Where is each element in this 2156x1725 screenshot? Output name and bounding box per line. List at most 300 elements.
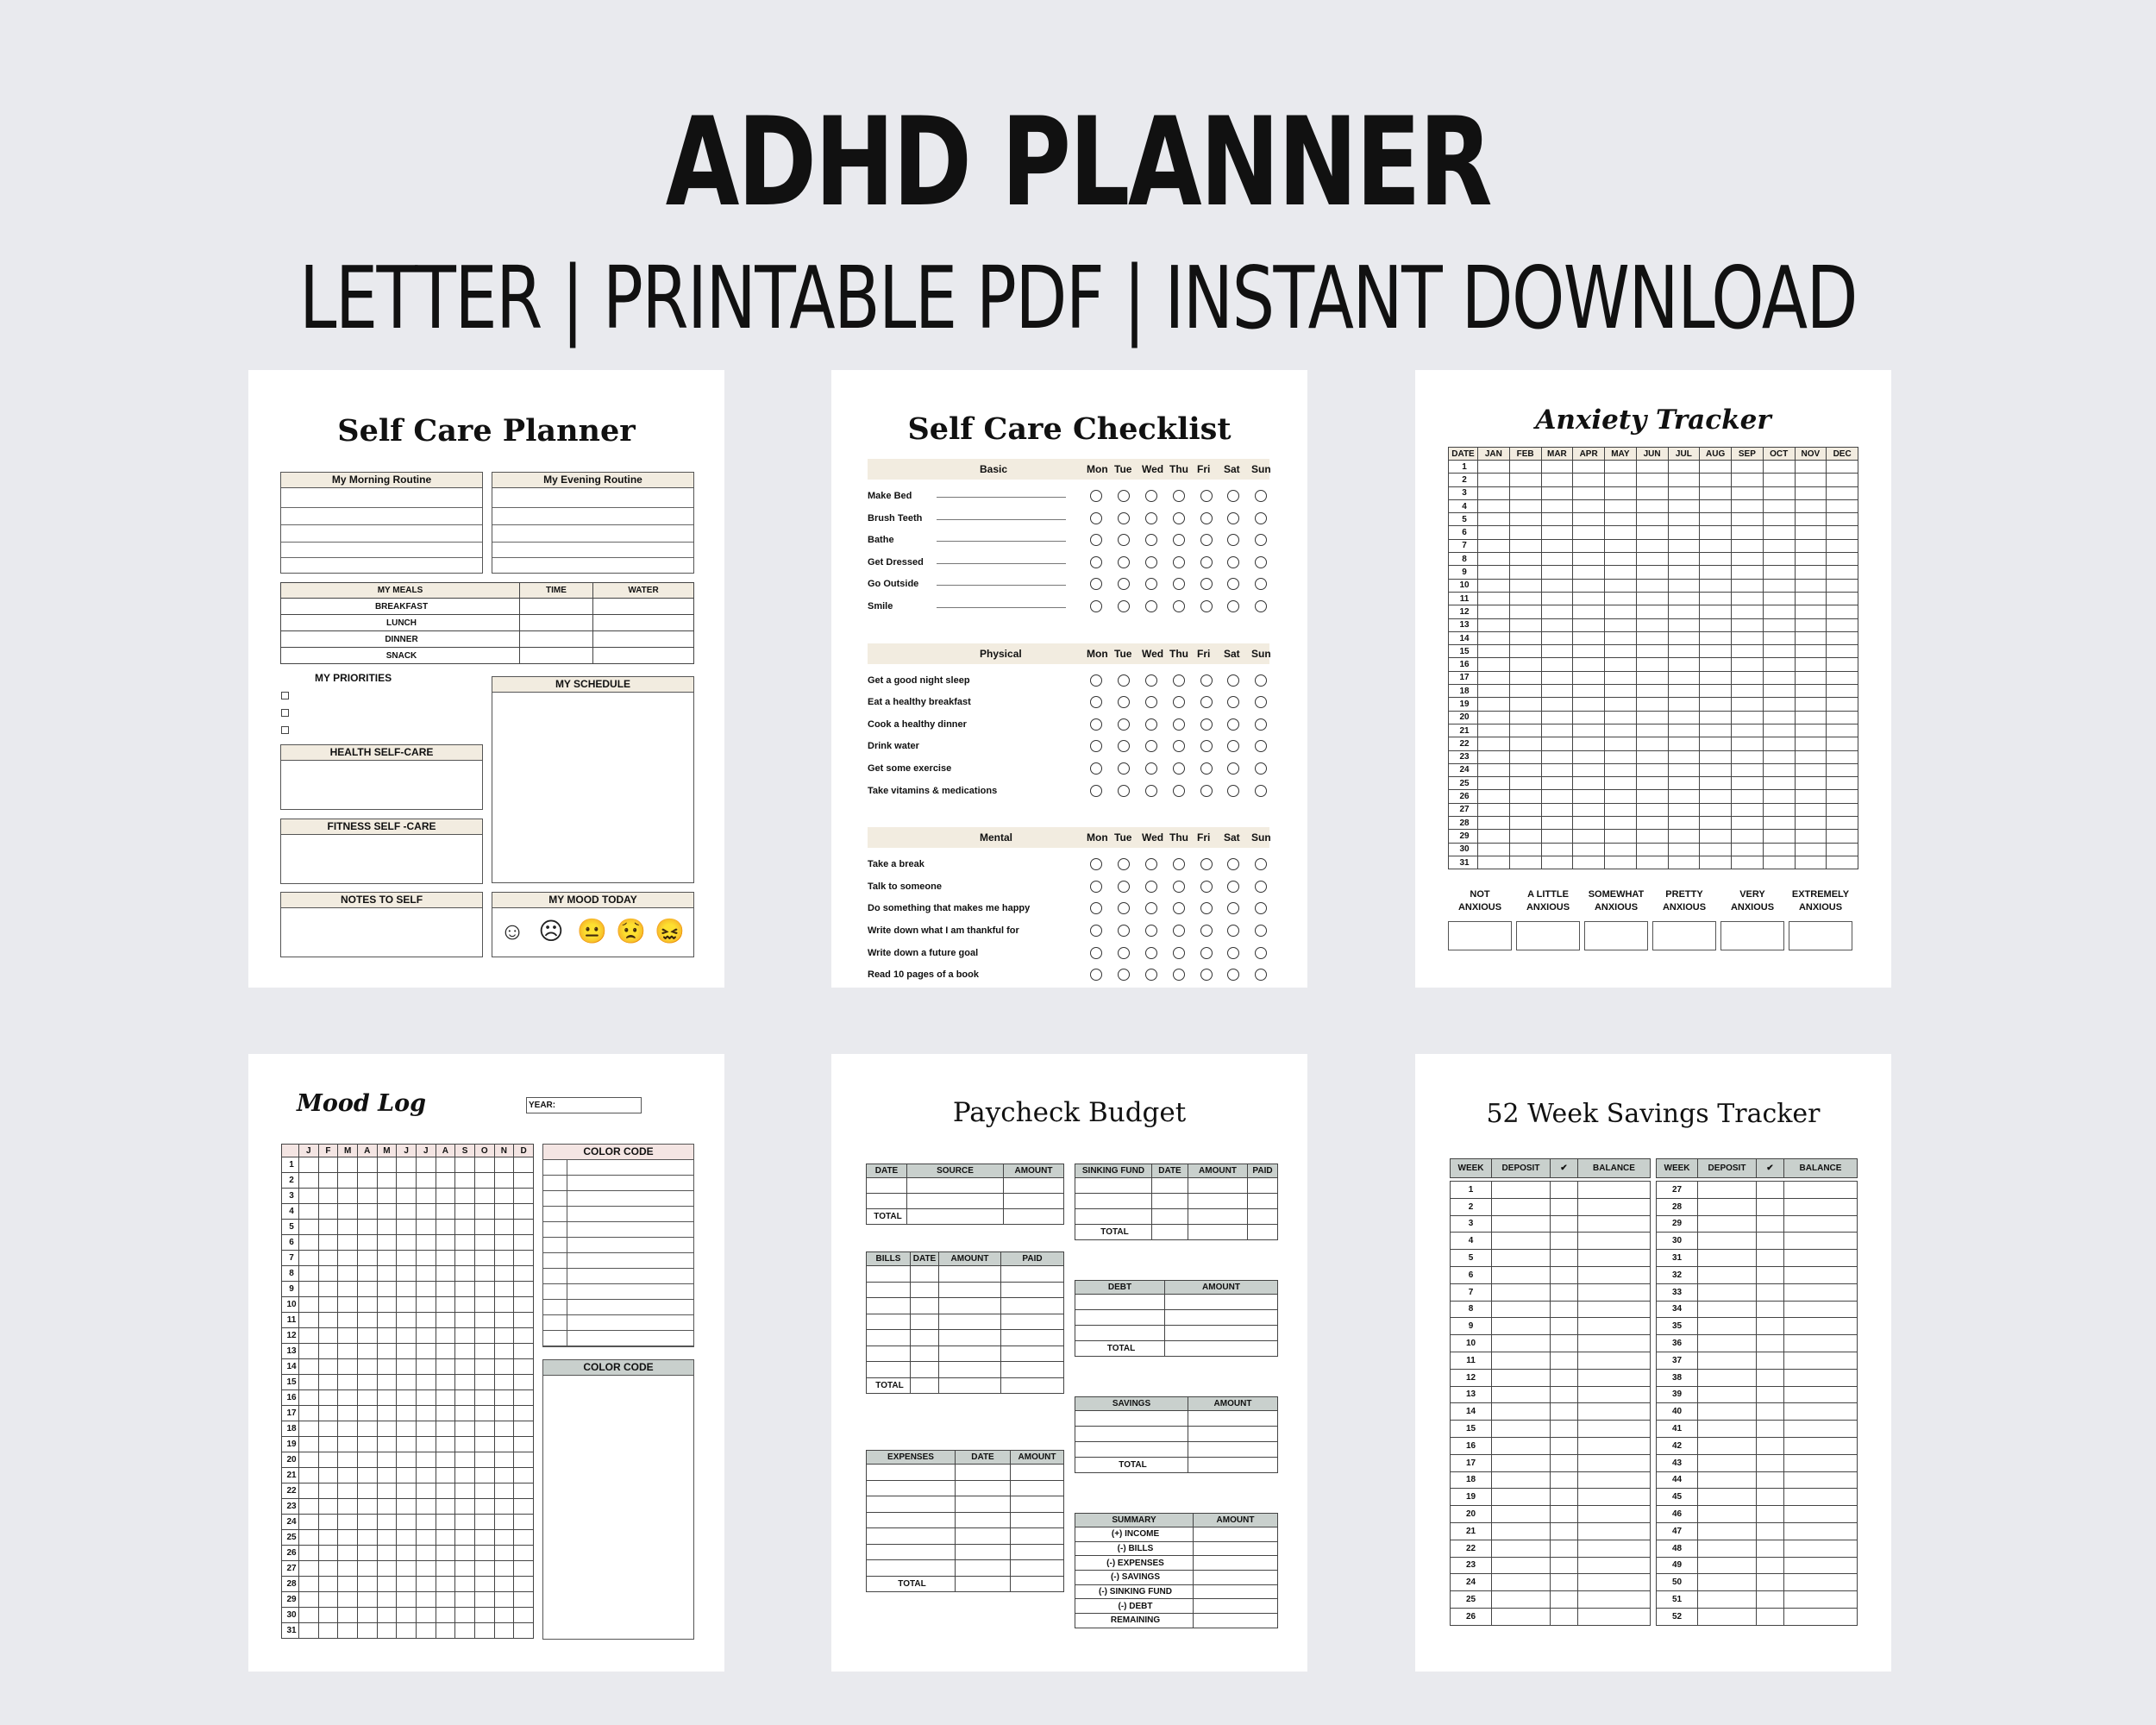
tracker-cell[interactable] bbox=[1636, 685, 1668, 698]
mood-cell[interactable] bbox=[397, 1204, 417, 1220]
tracker-cell[interactable] bbox=[1700, 631, 1732, 644]
mood-cell[interactable] bbox=[416, 1157, 436, 1173]
check-circle[interactable] bbox=[1255, 512, 1267, 524]
mood-cell[interactable] bbox=[494, 1220, 514, 1235]
savings-cell[interactable] bbox=[1784, 1352, 1858, 1369]
mood-cell[interactable] bbox=[377, 1515, 397, 1530]
tracker-cell[interactable] bbox=[1478, 790, 1510, 803]
budget-cell[interactable] bbox=[1188, 1194, 1248, 1209]
mood-cell[interactable] bbox=[299, 1468, 319, 1484]
mood-cell[interactable] bbox=[474, 1561, 494, 1577]
tracker-cell[interactable] bbox=[1763, 579, 1795, 592]
savings-cell[interactable] bbox=[1492, 1574, 1551, 1591]
savings-cell[interactable] bbox=[1698, 1386, 1757, 1403]
tracker-cell[interactable] bbox=[1509, 685, 1541, 698]
tracker-cell[interactable] bbox=[1541, 513, 1573, 526]
savings-cell[interactable] bbox=[1578, 1608, 1651, 1625]
mood-cell[interactable] bbox=[455, 1592, 475, 1608]
color-code-row[interactable] bbox=[543, 1300, 693, 1315]
mood-cell[interactable] bbox=[455, 1204, 475, 1220]
savings-cell[interactable] bbox=[1698, 1540, 1757, 1557]
mood-cell[interactable] bbox=[299, 1266, 319, 1282]
tracker-cell[interactable] bbox=[1827, 750, 1858, 763]
tracker-cell[interactable] bbox=[1668, 579, 1700, 592]
mood-cell[interactable] bbox=[494, 1623, 514, 1639]
mood-cell[interactable] bbox=[514, 1530, 534, 1546]
tracker-cell[interactable] bbox=[1732, 777, 1764, 790]
tracker-cell[interactable] bbox=[1605, 750, 1637, 763]
savings-cell[interactable] bbox=[1551, 1489, 1578, 1506]
check-circle[interactable] bbox=[1227, 490, 1239, 502]
mood-cell[interactable] bbox=[318, 1251, 338, 1266]
mood-cell[interactable] bbox=[494, 1173, 514, 1189]
budget-cell[interactable] bbox=[911, 1346, 939, 1362]
mood-cell[interactable] bbox=[455, 1344, 475, 1359]
mood-cell[interactable] bbox=[436, 1484, 455, 1499]
savings-cell[interactable] bbox=[1551, 1591, 1578, 1609]
tracker-cell[interactable] bbox=[1668, 499, 1700, 512]
tracker-cell[interactable] bbox=[1827, 724, 1858, 737]
mood-cell[interactable] bbox=[299, 1546, 319, 1561]
check-circle[interactable] bbox=[1090, 718, 1102, 731]
mood-cell[interactable] bbox=[514, 1313, 534, 1328]
check-circle[interactable] bbox=[1200, 947, 1213, 959]
mood-cell[interactable] bbox=[494, 1437, 514, 1452]
savings-cell[interactable] bbox=[1757, 1403, 1784, 1421]
tracker-cell[interactable] bbox=[1668, 671, 1700, 684]
mood-cell[interactable] bbox=[494, 1375, 514, 1390]
tracker-cell[interactable] bbox=[1827, 777, 1858, 790]
mood-cell[interactable] bbox=[416, 1484, 436, 1499]
tracker-cell[interactable] bbox=[1478, 592, 1510, 605]
tracker-cell[interactable] bbox=[1763, 763, 1795, 776]
tracker-cell[interactable] bbox=[1827, 631, 1858, 644]
mood-cell[interactable] bbox=[318, 1421, 338, 1437]
tracker-cell[interactable] bbox=[1795, 631, 1827, 644]
tracker-cell[interactable] bbox=[1732, 645, 1764, 658]
savings-cell[interactable] bbox=[1578, 1301, 1651, 1318]
color-code-row[interactable] bbox=[543, 1176, 693, 1191]
tracker-cell[interactable] bbox=[1827, 486, 1858, 499]
savings-cell[interactable] bbox=[1784, 1471, 1858, 1489]
tracker-cell[interactable] bbox=[1478, 474, 1510, 486]
tracker-cell[interactable] bbox=[1732, 856, 1764, 869]
tracker-cell[interactable] bbox=[1827, 698, 1858, 711]
mood-cell[interactable] bbox=[299, 1592, 319, 1608]
check-circle[interactable] bbox=[1173, 969, 1185, 981]
tracker-cell[interactable] bbox=[1700, 592, 1732, 605]
savings-cell[interactable] bbox=[1551, 1301, 1578, 1318]
budget-cell[interactable] bbox=[1165, 1295, 1278, 1310]
tracker-cell[interactable] bbox=[1763, 631, 1795, 644]
mood-cell[interactable] bbox=[416, 1204, 436, 1220]
mood-cell[interactable] bbox=[299, 1235, 319, 1251]
mood-cell[interactable] bbox=[494, 1592, 514, 1608]
tracker-cell[interactable] bbox=[1795, 803, 1827, 816]
mood-cell[interactable] bbox=[318, 1173, 338, 1189]
tracker-cell[interactable] bbox=[1636, 803, 1668, 816]
tracker-cell[interactable] bbox=[1732, 724, 1764, 737]
mood-cell[interactable] bbox=[338, 1608, 358, 1623]
priority-checkbox[interactable] bbox=[281, 692, 289, 699]
mood-cell[interactable] bbox=[514, 1484, 534, 1499]
tracker-cell[interactable] bbox=[1605, 803, 1637, 816]
check-circle[interactable] bbox=[1255, 578, 1267, 590]
mood-cell[interactable] bbox=[357, 1328, 377, 1344]
worried-face-icon[interactable]: 😟 bbox=[616, 918, 646, 944]
tracker-cell[interactable] bbox=[1668, 750, 1700, 763]
check-circle[interactable] bbox=[1227, 881, 1239, 893]
tracker-cell[interactable] bbox=[1795, 553, 1827, 566]
savings-cell[interactable] bbox=[1492, 1215, 1551, 1233]
tracker-cell[interactable] bbox=[1732, 671, 1764, 684]
tracker-cell[interactable] bbox=[1636, 830, 1668, 843]
budget-cell[interactable] bbox=[1188, 1427, 1278, 1442]
mood-cell[interactable] bbox=[377, 1344, 397, 1359]
check-circle[interactable] bbox=[1200, 696, 1213, 708]
check-circle[interactable] bbox=[1173, 718, 1185, 731]
check-circle[interactable] bbox=[1227, 969, 1239, 981]
tracker-cell[interactable] bbox=[1700, 579, 1732, 592]
check-circle[interactable] bbox=[1090, 740, 1102, 752]
mood-cell[interactable] bbox=[338, 1421, 358, 1437]
tracker-cell[interactable] bbox=[1605, 817, 1637, 830]
tracker-cell[interactable] bbox=[1573, 658, 1605, 671]
tracker-cell[interactable] bbox=[1732, 830, 1764, 843]
mood-cell[interactable] bbox=[494, 1608, 514, 1623]
tracker-cell[interactable] bbox=[1636, 499, 1668, 512]
savings-cell[interactable] bbox=[1551, 1608, 1578, 1625]
mood-cell[interactable] bbox=[299, 1220, 319, 1235]
savings-cell[interactable] bbox=[1492, 1301, 1551, 1318]
mood-cell[interactable] bbox=[514, 1359, 534, 1375]
mood-cell[interactable] bbox=[474, 1157, 494, 1173]
color-code-row[interactable] bbox=[543, 1284, 693, 1300]
mood-cell[interactable] bbox=[474, 1204, 494, 1220]
tracker-cell[interactable] bbox=[1732, 843, 1764, 856]
tracker-cell[interactable] bbox=[1605, 605, 1637, 618]
savings-cell[interactable] bbox=[1784, 1266, 1858, 1283]
tracker-cell[interactable] bbox=[1541, 777, 1573, 790]
color-code-row[interactable] bbox=[543, 1253, 693, 1269]
budget-cell[interactable] bbox=[867, 1330, 911, 1346]
check-circle[interactable] bbox=[1200, 881, 1213, 893]
tracker-cell[interactable] bbox=[1668, 474, 1700, 486]
mood-cell[interactable] bbox=[494, 1157, 514, 1173]
savings-cell[interactable] bbox=[1784, 1215, 1858, 1233]
tracker-cell[interactable] bbox=[1827, 526, 1858, 539]
tracker-cell[interactable] bbox=[1827, 843, 1858, 856]
mood-cell[interactable] bbox=[397, 1484, 417, 1499]
tracker-cell[interactable] bbox=[1605, 763, 1637, 776]
tracker-cell[interactable] bbox=[1763, 843, 1795, 856]
tracker-cell[interactable] bbox=[1541, 618, 1573, 631]
tracker-cell[interactable] bbox=[1541, 461, 1573, 474]
mood-cell[interactable] bbox=[397, 1608, 417, 1623]
check-circle[interactable] bbox=[1227, 600, 1239, 612]
tracker-cell[interactable] bbox=[1700, 566, 1732, 579]
budget-cell[interactable] bbox=[1011, 1576, 1064, 1592]
mood-cell[interactable] bbox=[299, 1530, 319, 1546]
mood-cell[interactable] bbox=[514, 1235, 534, 1251]
savings-cell[interactable] bbox=[1551, 1437, 1578, 1454]
check-circle[interactable] bbox=[1227, 534, 1239, 546]
tracker-cell[interactable] bbox=[1509, 737, 1541, 750]
savings-cell[interactable] bbox=[1757, 1233, 1784, 1250]
mood-cell[interactable] bbox=[299, 1421, 319, 1437]
tracker-cell[interactable] bbox=[1605, 486, 1637, 499]
mood-cell[interactable] bbox=[299, 1623, 319, 1639]
tracker-cell[interactable] bbox=[1827, 685, 1858, 698]
tracker-cell[interactable] bbox=[1795, 711, 1827, 724]
tracker-cell[interactable] bbox=[1795, 724, 1827, 737]
legend-color-box[interactable] bbox=[1652, 921, 1716, 950]
check-circle[interactable] bbox=[1255, 762, 1267, 775]
mood-cell[interactable] bbox=[436, 1437, 455, 1452]
tracker-cell[interactable] bbox=[1573, 486, 1605, 499]
budget-cell[interactable] bbox=[1248, 1225, 1278, 1240]
savings-cell[interactable] bbox=[1551, 1198, 1578, 1215]
mood-cell[interactable] bbox=[299, 1499, 319, 1515]
tracker-cell[interactable] bbox=[1732, 711, 1764, 724]
tracker-cell[interactable] bbox=[1700, 763, 1732, 776]
mood-cell[interactable] bbox=[377, 1592, 397, 1608]
tracker-cell[interactable] bbox=[1636, 592, 1668, 605]
mood-cell[interactable] bbox=[455, 1452, 475, 1468]
tracker-cell[interactable] bbox=[1478, 631, 1510, 644]
tracker-cell[interactable] bbox=[1573, 566, 1605, 579]
tracker-cell[interactable] bbox=[1509, 711, 1541, 724]
check-circle[interactable] bbox=[1227, 858, 1239, 870]
budget-cell[interactable] bbox=[867, 1560, 956, 1577]
check-circle[interactable] bbox=[1200, 600, 1213, 612]
savings-cell[interactable] bbox=[1698, 1437, 1757, 1454]
check-circle[interactable] bbox=[1090, 947, 1102, 959]
tracker-cell[interactable] bbox=[1795, 763, 1827, 776]
mood-cell[interactable] bbox=[474, 1313, 494, 1328]
savings-cell[interactable] bbox=[1757, 1318, 1784, 1335]
savings-cell[interactable] bbox=[1698, 1250, 1757, 1267]
tracker-cell[interactable] bbox=[1478, 618, 1510, 631]
color-code-row[interactable] bbox=[543, 1191, 693, 1207]
tracker-cell[interactable] bbox=[1541, 711, 1573, 724]
tracker-cell[interactable] bbox=[1478, 737, 1510, 750]
budget-cell[interactable] bbox=[1248, 1209, 1278, 1225]
budget-cell[interactable] bbox=[1011, 1528, 1064, 1545]
tracker-cell[interactable] bbox=[1668, 461, 1700, 474]
check-circle[interactable] bbox=[1200, 858, 1213, 870]
tracker-cell[interactable] bbox=[1605, 566, 1637, 579]
mood-cell[interactable] bbox=[514, 1452, 534, 1468]
budget-cell[interactable] bbox=[867, 1528, 956, 1545]
check-circle[interactable] bbox=[1118, 600, 1130, 612]
savings-cell[interactable] bbox=[1757, 1198, 1784, 1215]
tracker-cell[interactable] bbox=[1605, 658, 1637, 671]
tracker-cell[interactable] bbox=[1605, 645, 1637, 658]
tracker-cell[interactable] bbox=[1605, 698, 1637, 711]
check-circle[interactable] bbox=[1173, 534, 1185, 546]
savings-cell[interactable] bbox=[1784, 1608, 1858, 1625]
tracker-cell[interactable] bbox=[1763, 830, 1795, 843]
budget-cell[interactable] bbox=[1165, 1326, 1278, 1341]
mood-cell[interactable] bbox=[494, 1452, 514, 1468]
check-circle[interactable] bbox=[1145, 534, 1157, 546]
check-circle[interactable] bbox=[1118, 925, 1130, 937]
tracker-cell[interactable] bbox=[1605, 790, 1637, 803]
savings-cell[interactable] bbox=[1757, 1591, 1784, 1609]
mood-cell[interactable] bbox=[474, 1173, 494, 1189]
mood-cell[interactable] bbox=[436, 1499, 455, 1515]
tracker-cell[interactable] bbox=[1668, 592, 1700, 605]
mood-cell[interactable] bbox=[436, 1546, 455, 1561]
tracker-cell[interactable] bbox=[1827, 658, 1858, 671]
check-circle[interactable] bbox=[1173, 785, 1185, 797]
mood-cell[interactable] bbox=[455, 1484, 475, 1499]
mood-cell[interactable] bbox=[377, 1220, 397, 1235]
happy-face-icon[interactable]: ☺ bbox=[499, 918, 525, 944]
savings-cell[interactable] bbox=[1757, 1608, 1784, 1625]
mood-cell[interactable] bbox=[357, 1157, 377, 1173]
check-circle[interactable] bbox=[1255, 696, 1267, 708]
tracker-cell[interactable] bbox=[1478, 711, 1510, 724]
tracker-cell[interactable] bbox=[1509, 474, 1541, 486]
mood-cell[interactable] bbox=[377, 1282, 397, 1297]
savings-cell[interactable] bbox=[1757, 1557, 1784, 1574]
mood-cell[interactable] bbox=[338, 1468, 358, 1484]
budget-cell[interactable] bbox=[867, 1266, 911, 1283]
budget-cell[interactable] bbox=[867, 1362, 911, 1378]
mood-cell[interactable] bbox=[514, 1515, 534, 1530]
tracker-cell[interactable] bbox=[1700, 645, 1732, 658]
mood-cell[interactable] bbox=[436, 1468, 455, 1484]
mood-cell[interactable] bbox=[416, 1375, 436, 1390]
check-circle[interactable] bbox=[1255, 881, 1267, 893]
check-circle[interactable] bbox=[1173, 490, 1185, 502]
mood-cell[interactable] bbox=[455, 1266, 475, 1282]
mood-cell[interactable] bbox=[436, 1344, 455, 1359]
tracker-cell[interactable] bbox=[1509, 553, 1541, 566]
mood-cell[interactable] bbox=[377, 1390, 397, 1406]
mood-cell[interactable] bbox=[416, 1468, 436, 1484]
tracker-cell[interactable] bbox=[1573, 830, 1605, 843]
check-circle[interactable] bbox=[1255, 674, 1267, 687]
tracker-cell[interactable] bbox=[1605, 499, 1637, 512]
tracker-cell[interactable] bbox=[1509, 817, 1541, 830]
savings-cell[interactable] bbox=[1551, 1540, 1578, 1557]
tracker-cell[interactable] bbox=[1605, 830, 1637, 843]
mood-cell[interactable] bbox=[455, 1359, 475, 1375]
tracker-cell[interactable] bbox=[1605, 711, 1637, 724]
tracker-cell[interactable] bbox=[1509, 763, 1541, 776]
savings-cell[interactable] bbox=[1698, 1318, 1757, 1335]
legend-color-box[interactable] bbox=[1516, 921, 1580, 950]
check-circle[interactable] bbox=[1118, 902, 1130, 914]
budget-cell[interactable] bbox=[1194, 1527, 1278, 1542]
tracker-cell[interactable] bbox=[1573, 750, 1605, 763]
check-circle[interactable] bbox=[1255, 556, 1267, 568]
tracker-cell[interactable] bbox=[1700, 724, 1732, 737]
mood-cell[interactable] bbox=[338, 1282, 358, 1297]
tracker-cell[interactable] bbox=[1478, 526, 1510, 539]
savings-cell[interactable] bbox=[1578, 1454, 1651, 1471]
check-circle[interactable] bbox=[1173, 881, 1185, 893]
tracker-cell[interactable] bbox=[1827, 499, 1858, 512]
mood-cell[interactable] bbox=[377, 1561, 397, 1577]
mood-cell[interactable] bbox=[299, 1561, 319, 1577]
tracker-cell[interactable] bbox=[1478, 499, 1510, 512]
check-circle[interactable] bbox=[1118, 947, 1130, 959]
tracker-cell[interactable] bbox=[1509, 566, 1541, 579]
tracker-cell[interactable] bbox=[1763, 645, 1795, 658]
mood-cell[interactable] bbox=[416, 1577, 436, 1592]
tracker-cell[interactable] bbox=[1509, 579, 1541, 592]
tracker-cell[interactable] bbox=[1700, 737, 1732, 750]
mood-cell[interactable] bbox=[514, 1421, 534, 1437]
savings-cell[interactable] bbox=[1578, 1266, 1651, 1283]
tracker-cell[interactable] bbox=[1573, 843, 1605, 856]
mood-cell[interactable] bbox=[318, 1390, 338, 1406]
tracker-cell[interactable] bbox=[1573, 474, 1605, 486]
mood-cell[interactable] bbox=[377, 1189, 397, 1204]
tracker-cell[interactable] bbox=[1636, 817, 1668, 830]
mood-cell[interactable] bbox=[338, 1157, 358, 1173]
tracker-cell[interactable] bbox=[1636, 461, 1668, 474]
mood-cell[interactable] bbox=[455, 1313, 475, 1328]
check-circle[interactable] bbox=[1090, 534, 1102, 546]
check-circle[interactable] bbox=[1090, 696, 1102, 708]
tracker-cell[interactable] bbox=[1541, 685, 1573, 698]
mood-cell[interactable] bbox=[377, 1297, 397, 1313]
tracker-cell[interactable] bbox=[1827, 618, 1858, 631]
mood-cell[interactable] bbox=[377, 1235, 397, 1251]
mood-cell[interactable] bbox=[455, 1390, 475, 1406]
tracker-cell[interactable] bbox=[1573, 605, 1605, 618]
savings-cell[interactable] bbox=[1784, 1301, 1858, 1318]
budget-cell[interactable] bbox=[939, 1362, 1001, 1378]
tracker-cell[interactable] bbox=[1668, 618, 1700, 631]
budget-cell[interactable] bbox=[1075, 1310, 1165, 1326]
check-circle[interactable] bbox=[1255, 947, 1267, 959]
mood-cell[interactable] bbox=[318, 1328, 338, 1344]
tracker-cell[interactable] bbox=[1636, 474, 1668, 486]
check-circle[interactable] bbox=[1227, 740, 1239, 752]
tracker-cell[interactable] bbox=[1732, 539, 1764, 552]
mood-cell[interactable] bbox=[474, 1530, 494, 1546]
savings-cell[interactable] bbox=[1698, 1403, 1757, 1421]
mood-cell[interactable] bbox=[494, 1561, 514, 1577]
tracker-cell[interactable] bbox=[1541, 830, 1573, 843]
savings-cell[interactable] bbox=[1492, 1608, 1551, 1625]
tracker-cell[interactable] bbox=[1668, 698, 1700, 711]
savings-cell[interactable] bbox=[1784, 1591, 1858, 1609]
color-code-row[interactable] bbox=[543, 1207, 693, 1222]
tracker-cell[interactable] bbox=[1732, 658, 1764, 671]
tracker-cell[interactable] bbox=[1795, 526, 1827, 539]
savings-cell[interactable] bbox=[1551, 1471, 1578, 1489]
budget-cell[interactable] bbox=[911, 1362, 939, 1378]
budget-cell[interactable] bbox=[1152, 1225, 1188, 1240]
tracker-cell[interactable] bbox=[1509, 592, 1541, 605]
savings-cell[interactable] bbox=[1784, 1233, 1858, 1250]
savings-cell[interactable] bbox=[1757, 1182, 1784, 1199]
tracker-cell[interactable] bbox=[1541, 724, 1573, 737]
mood-cell[interactable] bbox=[377, 1546, 397, 1561]
tracker-cell[interactable] bbox=[1763, 513, 1795, 526]
mood-cell[interactable] bbox=[494, 1468, 514, 1484]
savings-cell[interactable] bbox=[1578, 1198, 1651, 1215]
mood-cell[interactable] bbox=[455, 1468, 475, 1484]
check-circle[interactable] bbox=[1173, 556, 1185, 568]
